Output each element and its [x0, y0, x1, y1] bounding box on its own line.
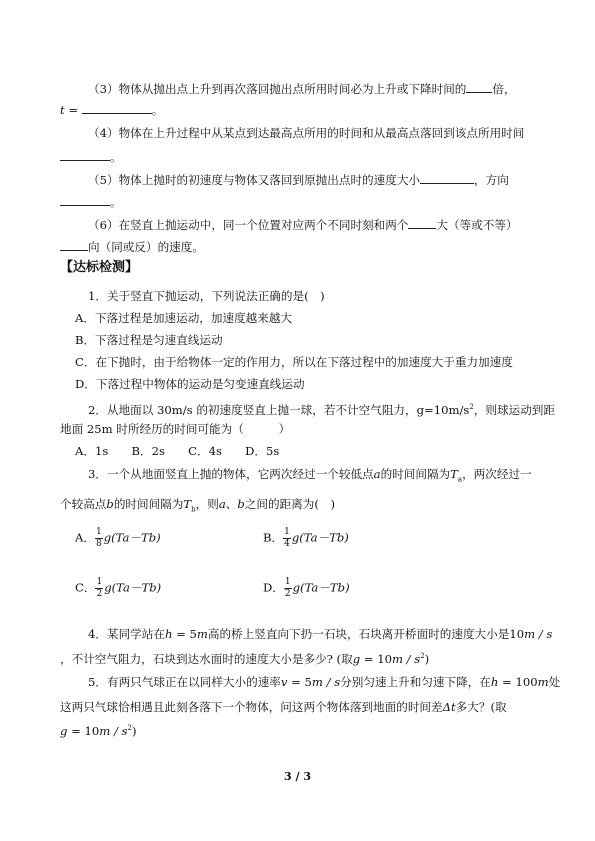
fill-q3-line2: t = 。	[60, 103, 164, 117]
fill-q5-line2: 。	[60, 193, 122, 209]
q5-line2: 这两只气球恰相遇且此刻各落下一个物体，问这两个物体落到地面的时间差Δt多大？(取	[60, 700, 507, 714]
blank[interactable]	[420, 171, 474, 184]
blank[interactable]	[82, 101, 152, 114]
q1-option-b[interactable]: B．下落过程是匀速直线运动	[75, 333, 223, 347]
q1-option-d[interactable]: D．下落过程中物体的运动是匀变速直线运动	[75, 377, 305, 391]
q3-line2: 个较高点b的时间间隔为$T_b$，则a、b之间的距离为( )	[60, 497, 335, 514]
q1-stem: 1．关于竖直下抛运动，下列说法正确的是( )	[88, 289, 325, 303]
q5-line3: $g = 10m / s^2$)	[60, 723, 137, 738]
blank[interactable]	[60, 148, 110, 161]
blank[interactable]	[466, 80, 492, 93]
blank[interactable]	[408, 216, 436, 229]
fill-q4-line2: 。	[60, 148, 122, 164]
q3-option-a[interactable]: A． $\frac{1}{8}$ g(Ta－Tb)	[75, 527, 161, 549]
q2-options[interactable]: A．1s B．2s C．4s D．5s	[75, 444, 280, 458]
page-number: 3 / 3	[284, 770, 311, 783]
section-title: 【达标检测】	[60, 260, 139, 275]
q4-line1: 4．某同学站在h = 5m高的桥上竖直向下扔一石块，石块离开桥面时的速度大小是10m / s	[88, 627, 553, 641]
fill-q3-line1: （3）物体从抛出点上升到再次落回抛出点所用时间必为上升或下降时间的 倍，	[88, 82, 516, 96]
q3-option-c[interactable]: C． $\frac{1}{2}$ g(Ta－Tb)	[75, 577, 162, 599]
q4-line2: ，不计空气阻力，石块到达水面时的速度大小是多少? (取$g = 10m / s^2$)	[60, 651, 430, 666]
q1-option-a[interactable]: A．下落过程是加速运动，加速度越来越大	[75, 311, 293, 325]
blank[interactable]	[60, 238, 88, 251]
fraction: $\frac{1}{2}$	[284, 577, 291, 599]
q3-line1: 3．一个从地面竖直上抛的物体，它两次经过一个较低点a的时间间隔为$T_a$，两次经过一	[88, 467, 532, 484]
q5-line1: 5．有两只气球正在以同样大小的速率v = 5m / s分别匀速上升和匀速下降，在h = 100m处	[88, 675, 561, 689]
q3-option-d[interactable]: D． $\frac{1}{2}$ g(Ta－Tb)	[263, 577, 350, 599]
q2-line1: 2．从地面以 30m/s 的初速度竖直上抛一球，若不计空气阻力，$g=10m/s^2$，则球运动到距	[88, 402, 555, 417]
q2-line2: 地面 25m 时所经历的时间可能为（ ）	[60, 422, 291, 436]
fill-q6-line1: （6）在竖直上抛运动中，同一个位置对应两个不同时刻和两个 大（等或不等）	[88, 218, 518, 232]
blank[interactable]	[60, 193, 110, 206]
fill-q4-line1: （4）物体在上升过程中从某点到达最高点所用的时间和从最高点落回到该点所用时间	[88, 126, 525, 140]
fraction: $\frac{1}{2}$	[96, 577, 103, 599]
fraction: $\frac{1}{8}$	[95, 527, 102, 549]
fill-q5-line1: （5）物体上抛时的初速度与物体又落回到原抛出点时的速度大小 ，方向	[88, 173, 509, 187]
q1-option-c[interactable]: C．在下抛时，由于给物体一定的作用力，所以在下落过程中的加速度大于重力加速度	[75, 355, 513, 369]
fill-q6-line2: 向（同或反）的速度。	[60, 238, 204, 254]
q3-option-b[interactable]: B． $\frac{1}{4}$ g(Ta－Tb)	[263, 527, 349, 549]
fraction: $\frac{1}{4}$	[284, 527, 290, 549]
